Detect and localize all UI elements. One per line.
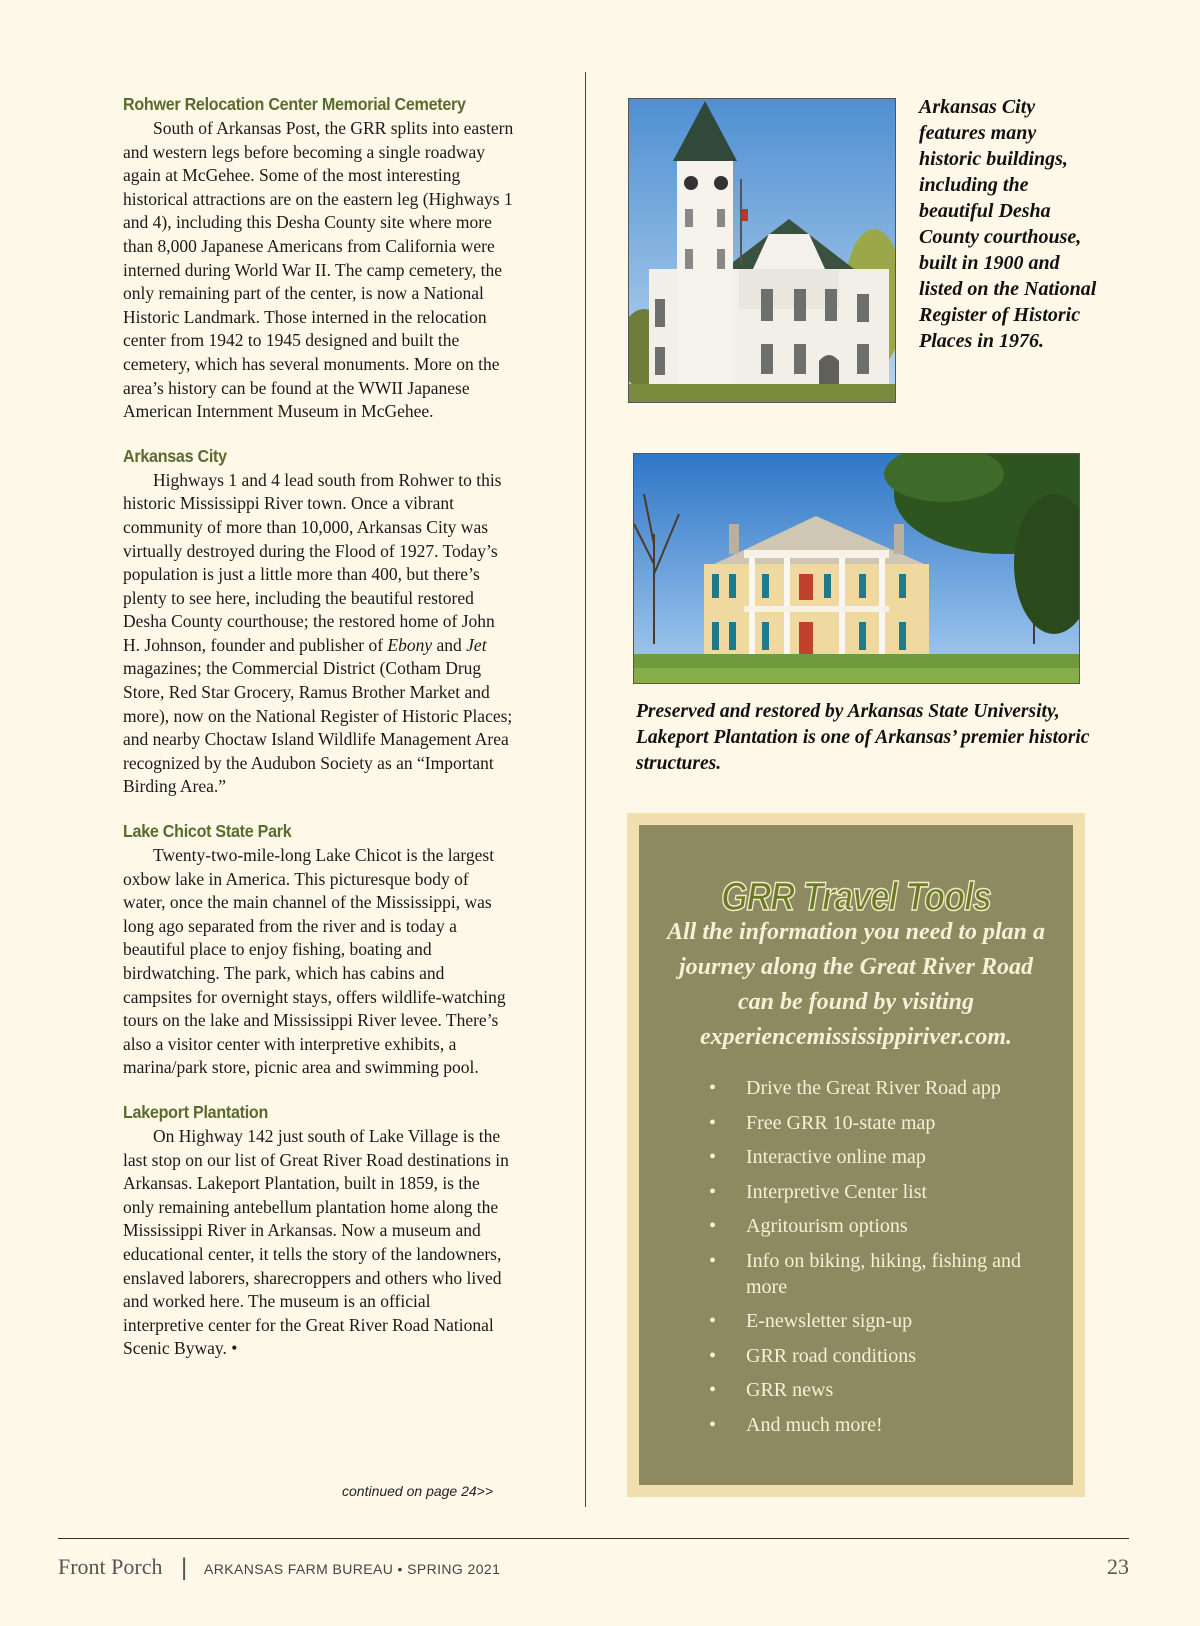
list-item: • And much more! <box>709 1413 883 1436</box>
list-item: • Drive the Great River Road app <box>709 1077 1001 1099</box>
page-footer <box>58 1554 1129 1586</box>
plantation-photo <box>633 453 1080 684</box>
section-lake-chicot <box>123 821 515 1080</box>
travel-tools-box <box>627 813 1085 1497</box>
bullet-icon: • <box>709 1344 717 1367</box>
magazine-name: Jet <box>466 634 487 655</box>
article-column <box>123 94 515 1383</box>
publication-info: ARKANSAS FARM BUREAU • SPRING 2021 <box>204 1561 501 1577</box>
magazine-brand: Front Porch <box>58 1554 163 1579</box>
continued-link: continued on page 24>> <box>342 1483 494 1499</box>
bullet-icon: • <box>709 1379 717 1401</box>
bullet-icon: • <box>709 1310 717 1332</box>
page-number: 23 <box>1107 1554 1129 1579</box>
section-body: South of Arkansas Post, the GRR splits into eastern and western legs before becoming a single roadway again at McGehee. Some of the most interesting historical attractions are on the eastern leg (Highways 1 and 4), including this Desha County site where more than 8,000 Japanese Americans from California were interned during World War II. The camp cemetery, the only remaining part of the center, is now a National Historic Landmark. Those interned in the relocation center from 1942 to 1945 designed and built the cemetery, which has several monuments. More on the area’s history can be found at the WWII Japanese American Internment Museum in McGehee. <box>123 118 514 422</box>
section-heading: Lakeport Plantation <box>123 1101 269 1122</box>
list-item: • Free GRR 10-state map <box>709 1111 936 1134</box>
bullet-icon: • <box>709 1249 717 1272</box>
section-heading: Lake Chicot State Park <box>123 821 292 842</box>
bullet-icon: • <box>709 1413 717 1436</box>
travel-tools-list <box>709 1075 1039 1446</box>
courthouse-photo <box>628 98 896 403</box>
bullet-icon: • <box>709 1146 717 1168</box>
bullet-icon: • <box>709 1180 717 1203</box>
bullet-icon: • <box>709 1111 717 1134</box>
footer-separator: | <box>181 1554 188 1581</box>
travel-tools-panel <box>639 825 1073 1485</box>
section-rohwer <box>123 94 515 424</box>
courthouse-caption: Arkansas City features many historic buildings, including the beautiful Desha County courthouse, built in 1900 and listed on the National Register of Historic Places in 1976. <box>919 96 1097 352</box>
list-item: • E-newsletter sign-up <box>709 1310 913 1332</box>
travel-tools-intro: All the information you need to plan a journey along the Great River Road can be found by visiting experiencemississippiriver.com. <box>666 919 1046 1050</box>
plantation-caption: Preserved and restored by Arkansas State University, Lakeport Plantation is one of Arkansas’ premier historic structures. <box>636 701 1090 774</box>
list-item: • Agritourism options <box>709 1215 908 1237</box>
section-body: Highways 1 and 4 lead south from Rohwer to this historic Mississippi River town. Once a vibrant community of more than 10,000, Arkansas City was virtually destroyed during the Flood of 1927. Today’s population is just a little more than 400, but there’s plenty to see here, including the beautiful restored Desha County courthouse; the restored home of John H. Johnson, founder and publisher of Ebony and Jet magazines; the Commercial District (Cotham Drug Store, Red Star Grocery, Ramus Brother Market and more), now on the National Register of Historic Places; and nearby Choctaw Island Wildlife Management Area recognized by the Audubon Society as an “Important Birding Area.” <box>123 469 513 797</box>
list-item: • Info on biking, hiking, fishing and more <box>709 1249 1021 1298</box>
bullet-icon: • <box>709 1215 717 1237</box>
section-body: On Highway 142 just south of Lake Village is the last stop on our list of Great River Road destinations in Arkansas. Lakeport Plantation, built in 1859, is the only remaining antebellum plantation home along the Mississippi River in Arkansas. Now a museum and educational center, it tells the story of the landowners, enslaved laborers, sharecroppers and others who lived and worked here. The museum is an official interpretive center for the Great River Road National Scenic Byway. • <box>123 1125 509 1359</box>
list-item: • GRR news <box>709 1379 834 1401</box>
list-item: • Interpretive Center list <box>709 1180 928 1203</box>
travel-tools-title: GRR Travel Tools <box>721 875 991 919</box>
section-heading: Rohwer Relocation Center Memorial Cemetery <box>123 94 466 114</box>
list-item: • Interactive online map <box>709 1146 926 1168</box>
column-divider <box>585 72 586 1507</box>
section-body: Twenty-two-mile-long Lake Chicot is the largest oxbow lake in America. This picturesque body of water, once the main channel of the Mississippi, was long ago separated from the river and is today a beautiful place to enjoy fishing, boating and birdwatching. The park, which has cabins and campsites for overnight stays, offers wildlife-watching tours on the lake and Mississippi River levee. There’s also a visitor center with interpretive exhibits, a marina/park store, picnic area and swimming pool. <box>123 845 506 1078</box>
magazine-name: Ebony <box>387 634 433 655</box>
footer-divider <box>58 1538 1129 1539</box>
section-heading: Arkansas City <box>123 445 227 466</box>
bullet-icon: • <box>709 1077 717 1099</box>
section-lakeport <box>123 1102 515 1361</box>
section-arkansas-city <box>123 446 515 799</box>
list-item: • GRR road conditions <box>709 1344 916 1367</box>
